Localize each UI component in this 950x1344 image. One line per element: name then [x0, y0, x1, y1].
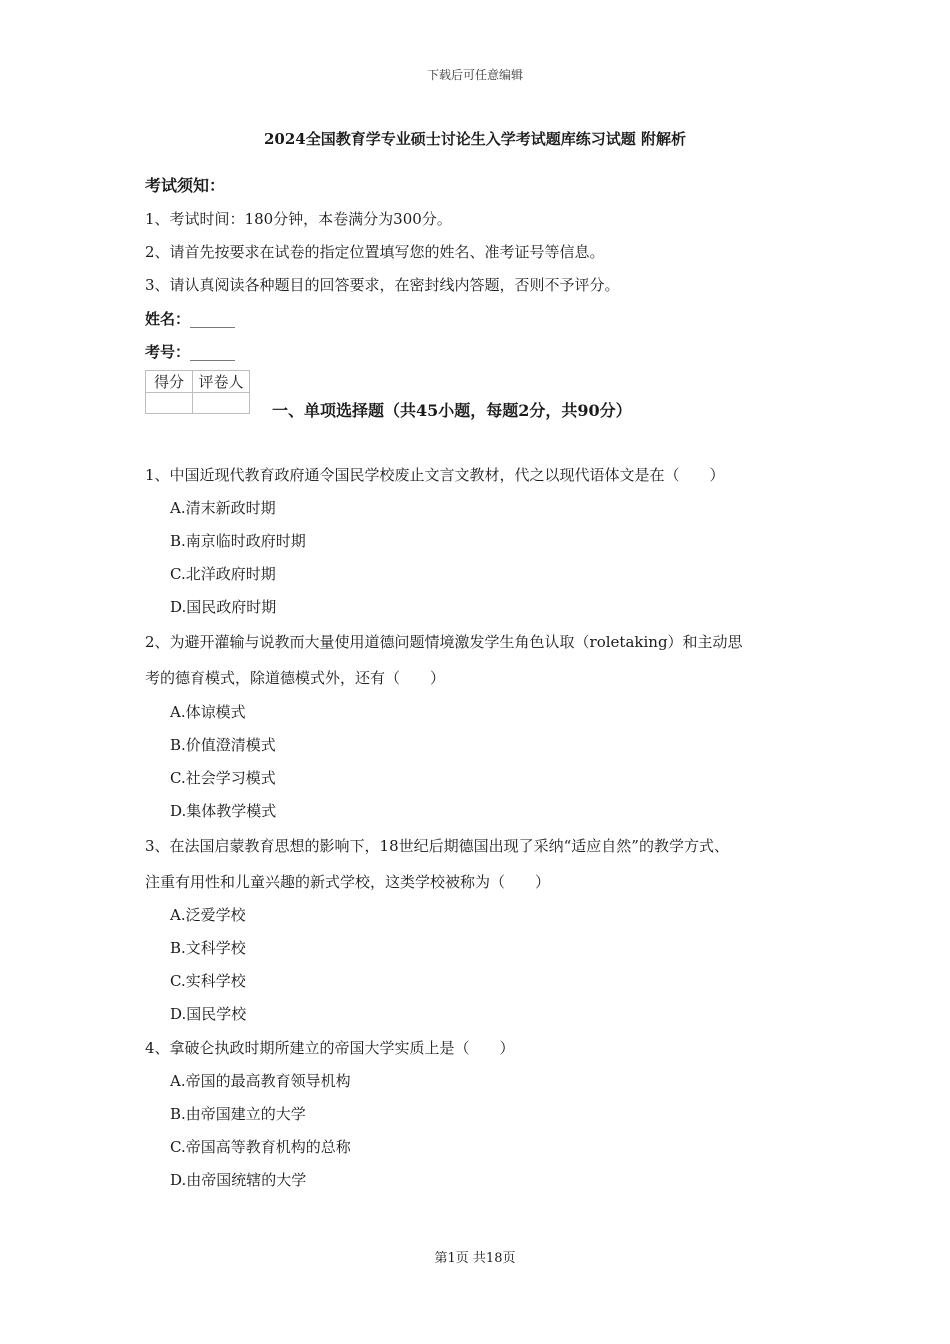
question-4-stem: 4、拿破仑执政时期所建立的帝国大学实质上是（ ）	[145, 1039, 515, 1057]
grader-header: 评卷人	[193, 371, 250, 393]
question-3-option-b: B.文科学校	[170, 939, 246, 957]
question-2-option-b: B.价值澄清模式	[170, 736, 276, 754]
section-title: 一、单项选择题（共45小题，每题2分，共90分）	[272, 401, 632, 420]
question-1-option-b: B.南京临时政府时期	[170, 532, 306, 550]
question-2-option-d: D.集体教学模式	[170, 802, 277, 820]
question-4-option-d: D.由帝国统辖的大学	[170, 1171, 307, 1189]
document-title: 2024全国教育学专业硕士讨论生入学考试题库练习试题 附解析	[264, 130, 686, 148]
header-note: 下载后可任意编辑	[426, 68, 523, 82]
question-3-option-a: A.泛爱学校	[170, 906, 246, 924]
question-1-option-c: C.北洋政府时期	[170, 565, 276, 583]
question-2-stem: 2、为避开灌输与说教而大量使用道德问题情境激发学生角色认取（roletaking）和主动思	[145, 633, 743, 651]
grader-cell[interactable]	[193, 393, 250, 414]
name-field	[145, 308, 235, 329]
question-4-option-a: A.帝国的最高教育领导机构	[170, 1072, 351, 1090]
question-4-option-c: C.帝国高等教育机构的总称	[170, 1138, 351, 1156]
page-footer: 第1页 共18页	[434, 1251, 516, 1266]
question-1-stem: 1、中国近现代教育政府通令国民学校废止文言文教材，代之以现代语体文是在（ ）	[145, 466, 725, 484]
question-3-stem-cont: 注重有用性和儿童兴趣的新式学校，这类学校被称为（ ）	[145, 873, 551, 891]
notice-item: 3、请认真阅读各种题目的回答要求，在密封线内答题，否则不予评分。	[145, 276, 620, 294]
question-3-stem: 3、在法国启蒙教育思想的影响下，18世纪后期德国出现了采纳“适应自然”的教学方式、	[145, 837, 729, 855]
name-blank[interactable]: ______	[190, 310, 236, 328]
notice-heading: 考试须知：	[145, 176, 226, 195]
question-2-option-a: A.体谅模式	[170, 703, 246, 721]
question-1-option-d: D.国民政府时期	[170, 598, 277, 616]
exam-id-blank[interactable]: ______	[190, 343, 236, 361]
name-label: 姓名：	[145, 310, 191, 328]
exam-id-label: 考号：	[145, 343, 191, 361]
question-4-option-b: B.由帝国建立的大学	[170, 1105, 306, 1123]
score-table	[145, 370, 250, 414]
question-2-stem-cont: 考的德育模式，除道德模式外，还有（ ）	[145, 669, 446, 687]
notice-item: 2、请首先按要求在试卷的指定位置填写您的姓名、准考证号等信息。	[145, 243, 605, 261]
question-1-option-a: A.清末新政时期	[170, 499, 276, 517]
exam-id-field	[145, 341, 235, 362]
score-header: 得分	[146, 371, 193, 393]
score-cell[interactable]	[146, 393, 193, 414]
question-3-option-d: D.国民学校	[170, 1005, 247, 1023]
notice-item: 1、考试时间：180分钟，本卷满分为300分。	[145, 210, 452, 228]
question-3-option-c: C.实科学校	[170, 972, 246, 990]
question-2-option-c: C.社会学习模式	[170, 769, 276, 787]
